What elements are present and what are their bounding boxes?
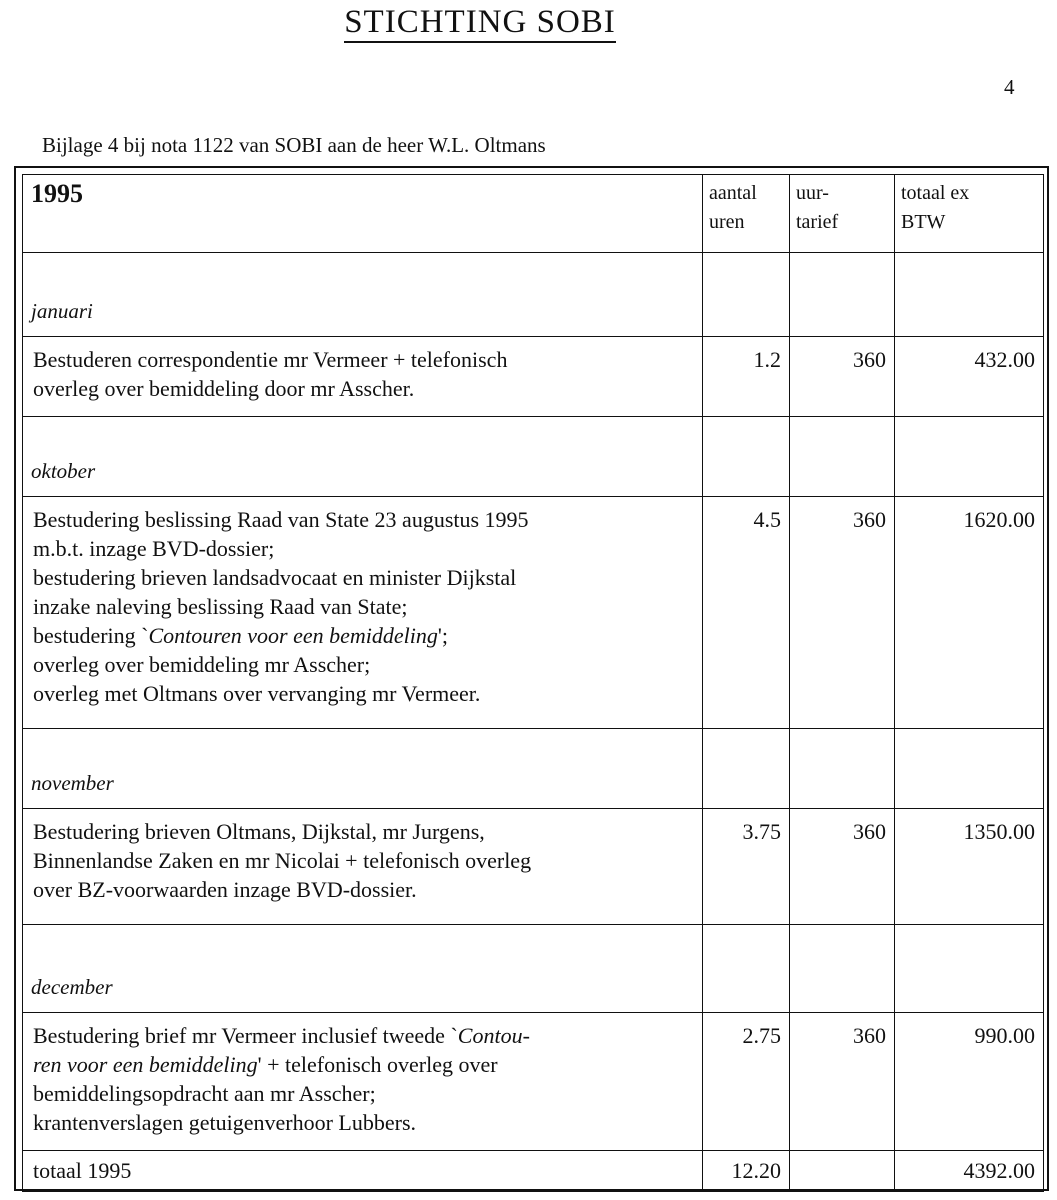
total-column-header: totaal ex BTW (895, 175, 1044, 253)
entry-description: Bestudering beslissing Raad van State 23 augustus 1995 m.b.t. inzage BVD-dossier; bestudering brieven landsadvocaat en minister Dijkstal inzake naleving beslissing Raad van State; bestudering `Contouren voor een bemiddeling'; overleg over bemiddeling mr Asscher; overleg met Oltmans over vervanging mr Vermeer. (23, 497, 703, 729)
entry-description: Bestudering brieven Oltmans, Dijkstal, mr Jurgens, Binnenlandse Zaken en mr Nicolai + telefonisch overleg over BZ-voorwaarden inzage BVD-dossier. (23, 809, 703, 925)
hours-column-header: aantal uren (703, 175, 790, 253)
table-row (23, 1013, 1044, 1151)
hours-value: 4.5 (703, 497, 790, 729)
rate-column-header: uur- tarief (790, 175, 895, 253)
month-row (23, 925, 1044, 1013)
table-header-row (23, 175, 1044, 253)
total-row (23, 1151, 1044, 1192)
table-row (23, 497, 1044, 729)
entry-description: Bestudering brief mr Vermeer inclusief tweede `Contou- ren voor een bemiddeling' + telefonisch overleg over bemiddelingsopdracht aan mr Asscher; krantenverslagen getuigenverhoor Lubbers. (23, 1013, 703, 1151)
total-value: 432.00 (895, 337, 1044, 417)
month-row (23, 417, 1044, 497)
rate-value: 360 (790, 809, 895, 925)
total-rate-value (790, 1151, 895, 1192)
year-heading: 1995 (23, 175, 703, 253)
month-row (23, 729, 1044, 809)
total-label: totaal 1995 (23, 1151, 703, 1192)
document-title: STICHTING SOBI (0, 2, 960, 42)
hours-value: 1.2 (703, 337, 790, 417)
entry-line-italic-ref: bestudering `Contouren voor een bemiddeling'; (33, 623, 448, 648)
entry-description: Bestuderen correspondentie mr Vermeer + telefonisch overleg over bemiddeling door mr Asscher. (23, 337, 703, 417)
total-value: 990.00 (895, 1013, 1044, 1151)
document-caption: Bijlage 4 bij nota 1122 van SOBI aan de heer W.L. Oltmans (42, 133, 546, 157)
rate-value: 360 (790, 497, 895, 729)
month-label: oktober (23, 417, 703, 497)
hours-table (22, 174, 1044, 1192)
page-number: 4 (1004, 75, 1015, 99)
table-row (23, 809, 1044, 925)
grand-total-value: 4392.00 (895, 1151, 1044, 1192)
month-row (23, 253, 1044, 337)
hours-value: 3.75 (703, 809, 790, 925)
invoice-frame (14, 166, 1049, 1191)
total-value: 1620.00 (895, 497, 1044, 729)
rate-value: 360 (790, 337, 895, 417)
rate-value: 360 (790, 1013, 895, 1151)
table-row (23, 337, 1044, 417)
total-value: 1350.00 (895, 809, 1044, 925)
hours-value: 2.75 (703, 1013, 790, 1151)
month-label: januari (23, 253, 703, 337)
total-hours-value: 12.20 (703, 1151, 790, 1192)
month-label: december (23, 925, 703, 1013)
month-label: november (23, 729, 703, 809)
